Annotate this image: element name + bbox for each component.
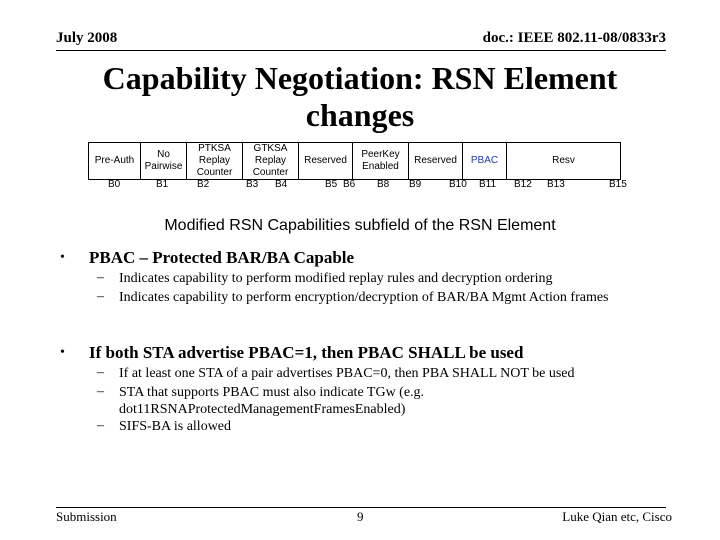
bit-label: B5	[325, 179, 338, 190]
bullet-pbac-definition: PBAC – Protected BAR/BA Capable	[89, 248, 355, 267]
field-reserved: Reserved	[299, 143, 353, 180]
field-ptksa-replay-counter: PTKSA Replay Counter	[187, 143, 243, 180]
dash-marker: –	[97, 418, 104, 433]
field-peerkey-enabled: PeerKey Enabled	[353, 143, 409, 180]
bit-label: B0	[108, 179, 121, 190]
bullet-pbac-rule: If both STA advertise PBAC=1, then PBAC SHALL be used	[89, 343, 524, 362]
bit-label: B8	[377, 179, 390, 190]
bit-label: B6	[343, 179, 356, 190]
footer-author: Luke Qian etc, Cisco	[562, 509, 672, 524]
sub-bullet: If at least one STA of a pair advertises PBAC=0, then PBA SHALL NOT be used	[119, 366, 575, 381]
footer-rule	[56, 507, 666, 508]
header-rule	[56, 50, 666, 51]
bit-label: B2	[197, 179, 210, 190]
field-gtksa-replay-counter: GTKSA Replay Counter	[243, 143, 299, 180]
header-doc-ref: doc.: IEEE 802.11-08/0833r3	[482, 30, 666, 46]
sub-bullet: STA that supports PBAC must also indicate TGw (e.g. dot11RSNAProtectedManagementFramesEnabled)	[119, 385, 425, 417]
bit-label: B9	[409, 179, 422, 190]
table-caption: Modified RSN Capabilities subfield of the RSN Element	[164, 217, 556, 234]
footer-page-number: 9	[357, 509, 364, 524]
field-pbac: PBAC	[463, 143, 507, 180]
dash-marker: –	[97, 384, 104, 399]
bit-label: B11	[479, 179, 497, 190]
bit-label: B1	[156, 179, 169, 190]
bullet-marker: •	[60, 345, 65, 360]
slide-title: Capability Negotiation: RSN Element changes	[102, 60, 618, 133]
dash-marker: –	[97, 289, 104, 304]
field-resv: Resv	[507, 143, 621, 180]
footer-submission: Submission	[56, 509, 117, 524]
header-date: July 2008	[56, 30, 118, 46]
rsn-capabilities-table	[88, 142, 621, 180]
bit-label: B15	[609, 179, 627, 190]
bit-label: B3	[246, 179, 259, 190]
bit-label: B13	[547, 179, 565, 190]
field-pre-auth: Pre-Auth	[89, 143, 141, 180]
bit-label: B12	[514, 179, 532, 190]
sub-bullet: Indicates capability to perform encryption/decryption of BAR/BA Mgmt Action frames	[119, 290, 609, 305]
bullet-marker: •	[60, 250, 65, 265]
dash-marker: –	[97, 270, 104, 285]
bit-label: B4	[275, 179, 288, 190]
field-reserved: Reserved	[409, 143, 463, 180]
sub-bullet: SIFS-BA is allowed	[119, 419, 232, 434]
sub-bullet: Indicates capability to perform modified replay rules and decryption ordering	[119, 271, 553, 286]
dash-marker: –	[97, 365, 104, 380]
bit-label: B10	[449, 179, 467, 190]
field-no-pairwise: No Pairwise	[141, 143, 187, 180]
